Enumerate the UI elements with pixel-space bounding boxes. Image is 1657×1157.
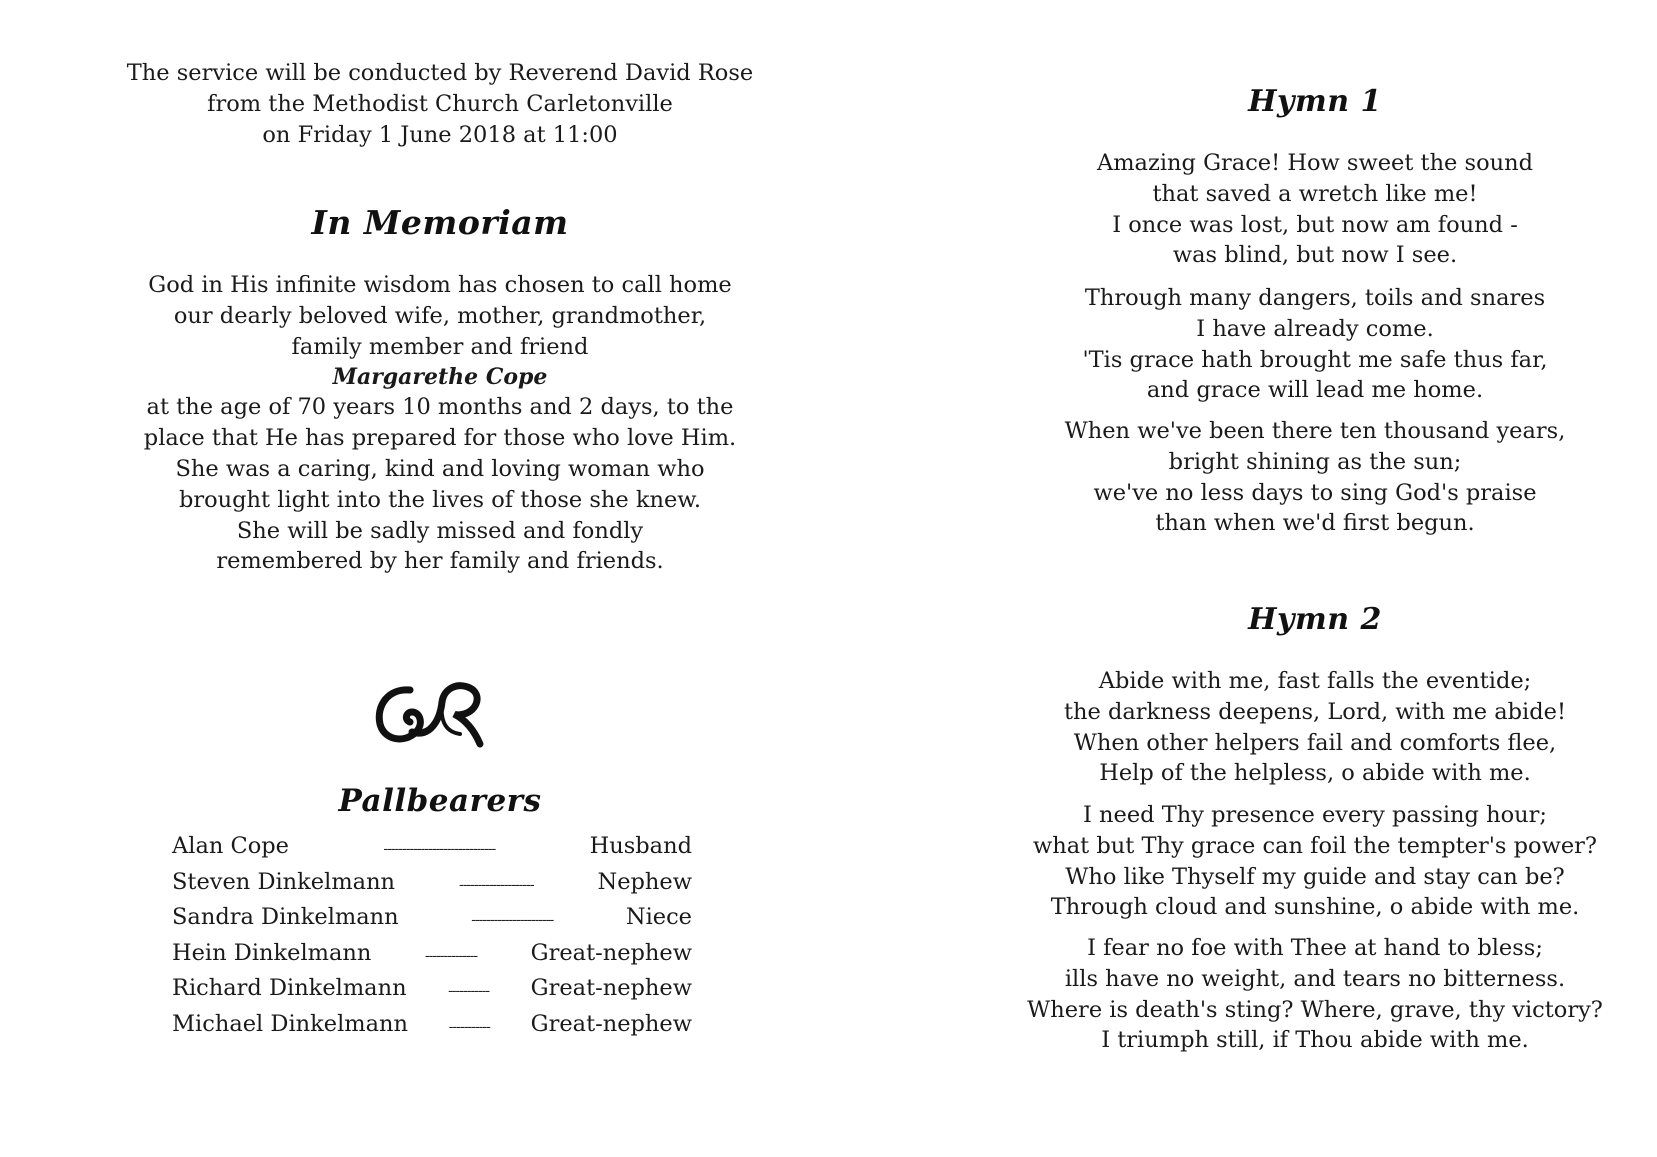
- dash-leader: -----------: [448, 983, 490, 999]
- hymn-line: Abide with me, fast falls the eventide;: [1098, 668, 1532, 694]
- hymn1-verse: [1020, 416, 1610, 539]
- service-line: on Friday 1 June 2018 at 11:00: [262, 121, 618, 148]
- hymn2-verse: [1020, 800, 1610, 923]
- pallbearer-name: Alan Cope: [172, 833, 289, 859]
- hymn-line: Through many dangers, toils and snares: [1084, 285, 1546, 311]
- hymn2-verse: [1020, 933, 1610, 1056]
- memoriam-line: She will be sadly missed and fondly: [236, 517, 644, 544]
- pallbearer-row: [172, 972, 692, 1008]
- pallbearer-name: Hein Dinkelmann: [172, 939, 372, 966]
- pallbearers-heading: Pallbearers: [338, 783, 542, 819]
- dash-leader: ----------------------: [471, 912, 554, 928]
- pallbearer-name: Michael Dinkelmann: [172, 1010, 409, 1037]
- hymn-line: we've no less days to sing God's praise: [1093, 479, 1537, 506]
- hymn-line: Amazing Grace! How sweet the sound: [1096, 150, 1534, 176]
- hymn-line: than when we'd first begun.: [1155, 510, 1475, 537]
- hymn-line: what but Thy grace can foil the tempter's power?: [1033, 832, 1597, 859]
- hymn2-verse: [1020, 666, 1610, 789]
- hymn1-heading-wrap: [1020, 84, 1610, 119]
- pallbearer-row: [172, 830, 692, 866]
- hymn-line: When we've been there ten thousand years,: [1064, 418, 1566, 444]
- service-line: The service will be conducted by Reverend David Rose: [126, 60, 754, 86]
- hymn-line: Where is death's sting? Where, grave, thy victory?: [1027, 996, 1603, 1023]
- hymn-line: ills have no weight, and tears no bitterness.: [1064, 965, 1566, 992]
- memoriam-line: God in His infinite wisdom has chosen to call home: [148, 272, 732, 298]
- memoriam-line: at the age of 70 years 10 months and 2 days, to the: [146, 394, 734, 421]
- hymn1-verse: [1020, 148, 1610, 271]
- dash-leader: ------------------------------: [383, 841, 496, 857]
- hymn-line: I fear no foe with Thee at hand to bless;: [1087, 935, 1543, 961]
- hymn1-verse: [1020, 283, 1610, 406]
- pallbearer-name: Steven Dinkelmann: [172, 868, 396, 895]
- hymn-line: I triumph still, if Thou abide with me.: [1101, 1027, 1529, 1054]
- hymn-line: I once was lost, but now am found -: [1112, 211, 1518, 238]
- hymn-line: Help of the helpless, o abide with me.: [1099, 760, 1531, 787]
- pallbearer-role: Great-nephew: [530, 1010, 692, 1037]
- memoriam-line: She was a caring, kind and loving woman who: [175, 455, 705, 482]
- pallbearer-role: Great-nephew: [530, 975, 692, 1001]
- pallbearer-role: Great-nephew: [530, 939, 692, 966]
- service-info: [110, 58, 770, 150]
- pallbearer-row: [172, 866, 692, 902]
- memoriam-line: remembered by her family and friends.: [216, 548, 664, 575]
- hymn-line: bright shining as the sun;: [1168, 448, 1462, 475]
- hymn-line: When other helpers fail and comforts flee,: [1073, 729, 1557, 756]
- pallbearer-name: Sandra Dinkelmann: [172, 904, 399, 930]
- memoriam-line: place that He has prepared for those who love Him.: [143, 425, 737, 452]
- memoriam-line: our dearly beloved wife, mother, grandmother,: [173, 302, 707, 329]
- memoriam-heading-wrap: [110, 203, 770, 242]
- memoriam-heading: In Memoriam: [311, 203, 569, 242]
- memoriam-line: brought light into the lives of those she knew.: [178, 486, 702, 513]
- memoriam-line: family member and friend: [291, 333, 589, 360]
- pallbearers-list: [172, 830, 692, 1043]
- service-line: from the Methodist Church Carletonville: [207, 90, 673, 117]
- hymn-line: the darkness deepens, Lord, with me abide!: [1063, 698, 1567, 725]
- dash-leader: -----------: [448, 1018, 490, 1035]
- hymn1-heading: Hymn 1: [1248, 84, 1382, 119]
- pallbearer-name: Richard Dinkelmann: [172, 975, 407, 1001]
- hymn-line: I have already come.: [1196, 315, 1434, 342]
- pallbearer-row: [172, 901, 692, 937]
- dash-leader: --------------------: [458, 876, 534, 893]
- pallbearer-role: Nephew: [597, 868, 692, 895]
- flourish-ornament-icon: [370, 672, 500, 752]
- pallbearer-row: [172, 1008, 692, 1044]
- hymn2-heading-wrap: [1020, 602, 1610, 637]
- memoriam-text: [110, 270, 770, 577]
- hymn-line: Who like Thyself my guide and stay can be?: [1065, 863, 1565, 890]
- hymn-line: that saved a wretch like me!: [1152, 180, 1478, 207]
- hymn-line: Through cloud and sunshine, o abide with me.: [1050, 894, 1580, 921]
- pallbearer-row: [172, 937, 692, 973]
- hymn2-heading: Hymn 2: [1248, 602, 1382, 637]
- hymn-line: 'Tis grace hath brought me safe thus far,: [1082, 346, 1548, 373]
- pallbearer-role: Niece: [625, 904, 692, 930]
- hymn-line: was blind, but now I see.: [1172, 242, 1458, 269]
- hymn-line: I need Thy presence every passing hour;: [1083, 802, 1547, 828]
- pallbearer-role: Husband: [589, 833, 692, 859]
- pallbearers-heading-wrap: [110, 783, 770, 819]
- hymn-line: and grace will lead me home.: [1146, 377, 1484, 404]
- dash-leader: --------------: [424, 947, 478, 964]
- deceased-name: Margarethe Cope: [332, 364, 548, 391]
